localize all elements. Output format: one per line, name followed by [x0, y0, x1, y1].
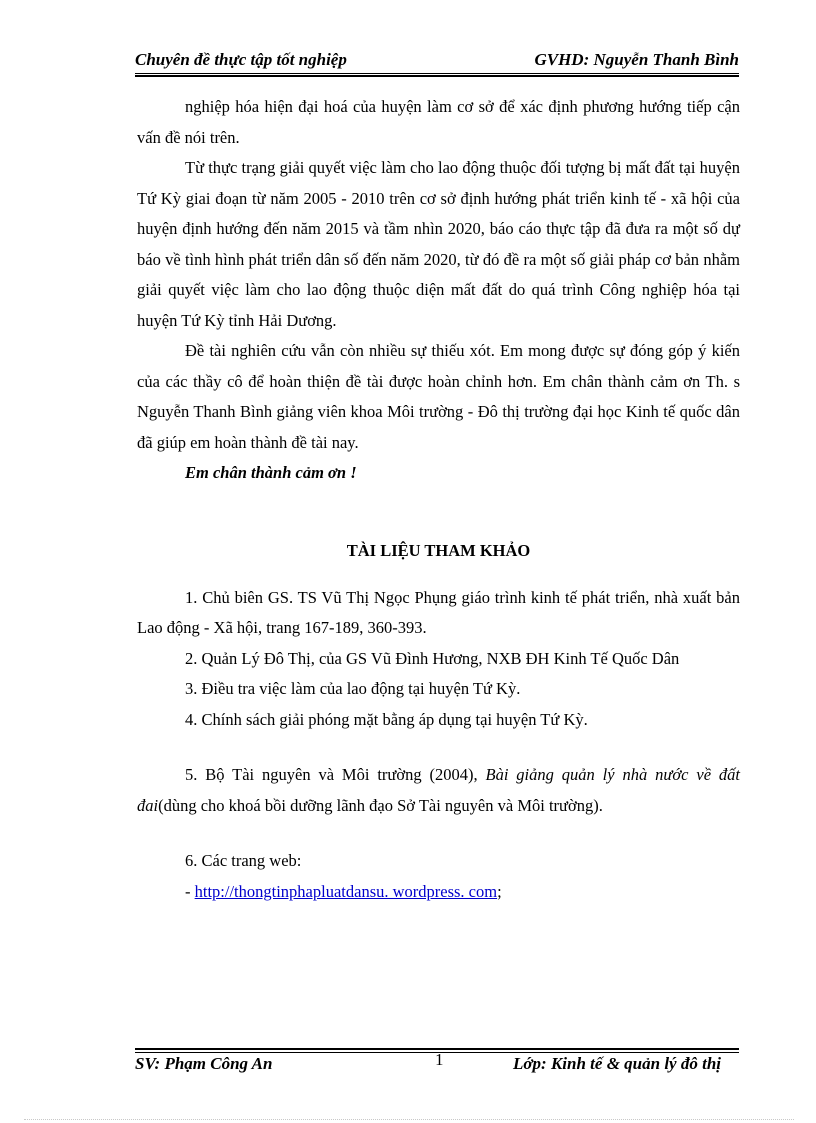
header-rule-thick — [135, 75, 739, 77]
reference-item-2: 2. Quản Lý Đô Thị, của GS Vũ Đình Hương, NXB ĐH Kinh Tế Quốc Dân — [185, 648, 680, 668]
reference-5-prefix: 5. Bộ Tài nguyên và Môi trường (2004), — [185, 765, 486, 784]
footer-student: SV: Phạm Công An — [135, 1054, 273, 1073]
paragraph-continuation: nghiệp hóa hiện đại hoá của huyện làm cơ sở để xác định phương hướng tiếp cận vấn đề nói trên. — [137, 97, 740, 147]
reference-item-5 — [137, 760, 740, 821]
reference-5-title: Bài giảng quản lý nhà nước về đất đai — [137, 765, 740, 815]
paragraph-acknowledgement: Đề tài nghiên cứu vẫn còn nhiều sự thiếu xót. Em mong được sự đóng góp ý kiến của các thầy cô để hoàn thiện đề tài được hoàn chỉnh hơn. Em chân thành cảm ơn Th. s Nguyễn Thanh Bình giảng viên khoa Môi trường - Đô thị trường đại học Kinh tế quốc dân đã giúp em hoàn thành đề tài nay. — [137, 341, 740, 452]
reference-link-line — [137, 877, 740, 908]
reference-item-6: 6. Các trang web: — [185, 851, 302, 870]
header-topic: Chuyên đề thực tập tốt nghiệp — [135, 50, 347, 69]
page-header — [135, 48, 739, 72]
page-number: 1 — [435, 1050, 444, 1069]
references-title: TÀI LIỆU THAM KHẢO — [346, 540, 531, 560]
link-suffix: ; — [497, 881, 502, 901]
reference-item-3: 3. Điều tra việc làm của lao động tại huyện Tứ Kỳ. — [185, 679, 521, 698]
page-footer — [135, 1050, 739, 1078]
paragraph-conclusion: Từ thực trạng giải quyết việc làm cho lao động thuộc đối tượng bị mất đất tại huyện Tứ Kỳ giai đoạn từ năm 2005 - 2010 trên cơ sở định hướng phát triển kinh tế - xã hội của huyện định hướng đến năm 2015 và tầm nhìn 2020, báo cáo thực tập đã đưa ra một số dự báo về tình hình phát triển dân số đến năm 2020, từ đó đề ra một số giải pháp cơ bản nhằm giải quyết việc làm cho lao động thuộc diện mất đất do quá trình Công nghiệp hóa tại huyện Tứ Kỳ tỉnh Hải Dương. — [137, 158, 740, 330]
reference-item-4: 4. Chính sách giải phóng mặt bằng áp dụng tại huyện Tứ Kỳ. — [185, 709, 588, 729]
header-advisor: GVHD: Nguyễn Thanh Bình — [534, 50, 739, 69]
page-body — [137, 92, 740, 907]
website-link[interactable]: http://thongtinphapluatdansu. wordpress. com — [194, 881, 498, 901]
header-rule-thin — [135, 73, 739, 74]
page-bottom-dotted-edge — [24, 1119, 794, 1120]
closing-thanks: Em chân thành cảm ơn ! — [185, 463, 357, 482]
link-bullet: - — [185, 881, 195, 901]
footer-class: Lớp: Kinh tế & quản lý đô thị — [513, 1054, 721, 1073]
reference-5-suffix: (dùng cho khoá bồi dưỡng lãnh đạo Sở Tài nguyên và Môi trường). — [158, 795, 603, 815]
reference-item-1: 1. Chủ biên GS. TS Vũ Thị Ngọc Phụng giáo trình kinh tế phát triển, nhà xuất bản Lao động - Xã hội, trang 167-189, 360-393. — [137, 587, 740, 637]
